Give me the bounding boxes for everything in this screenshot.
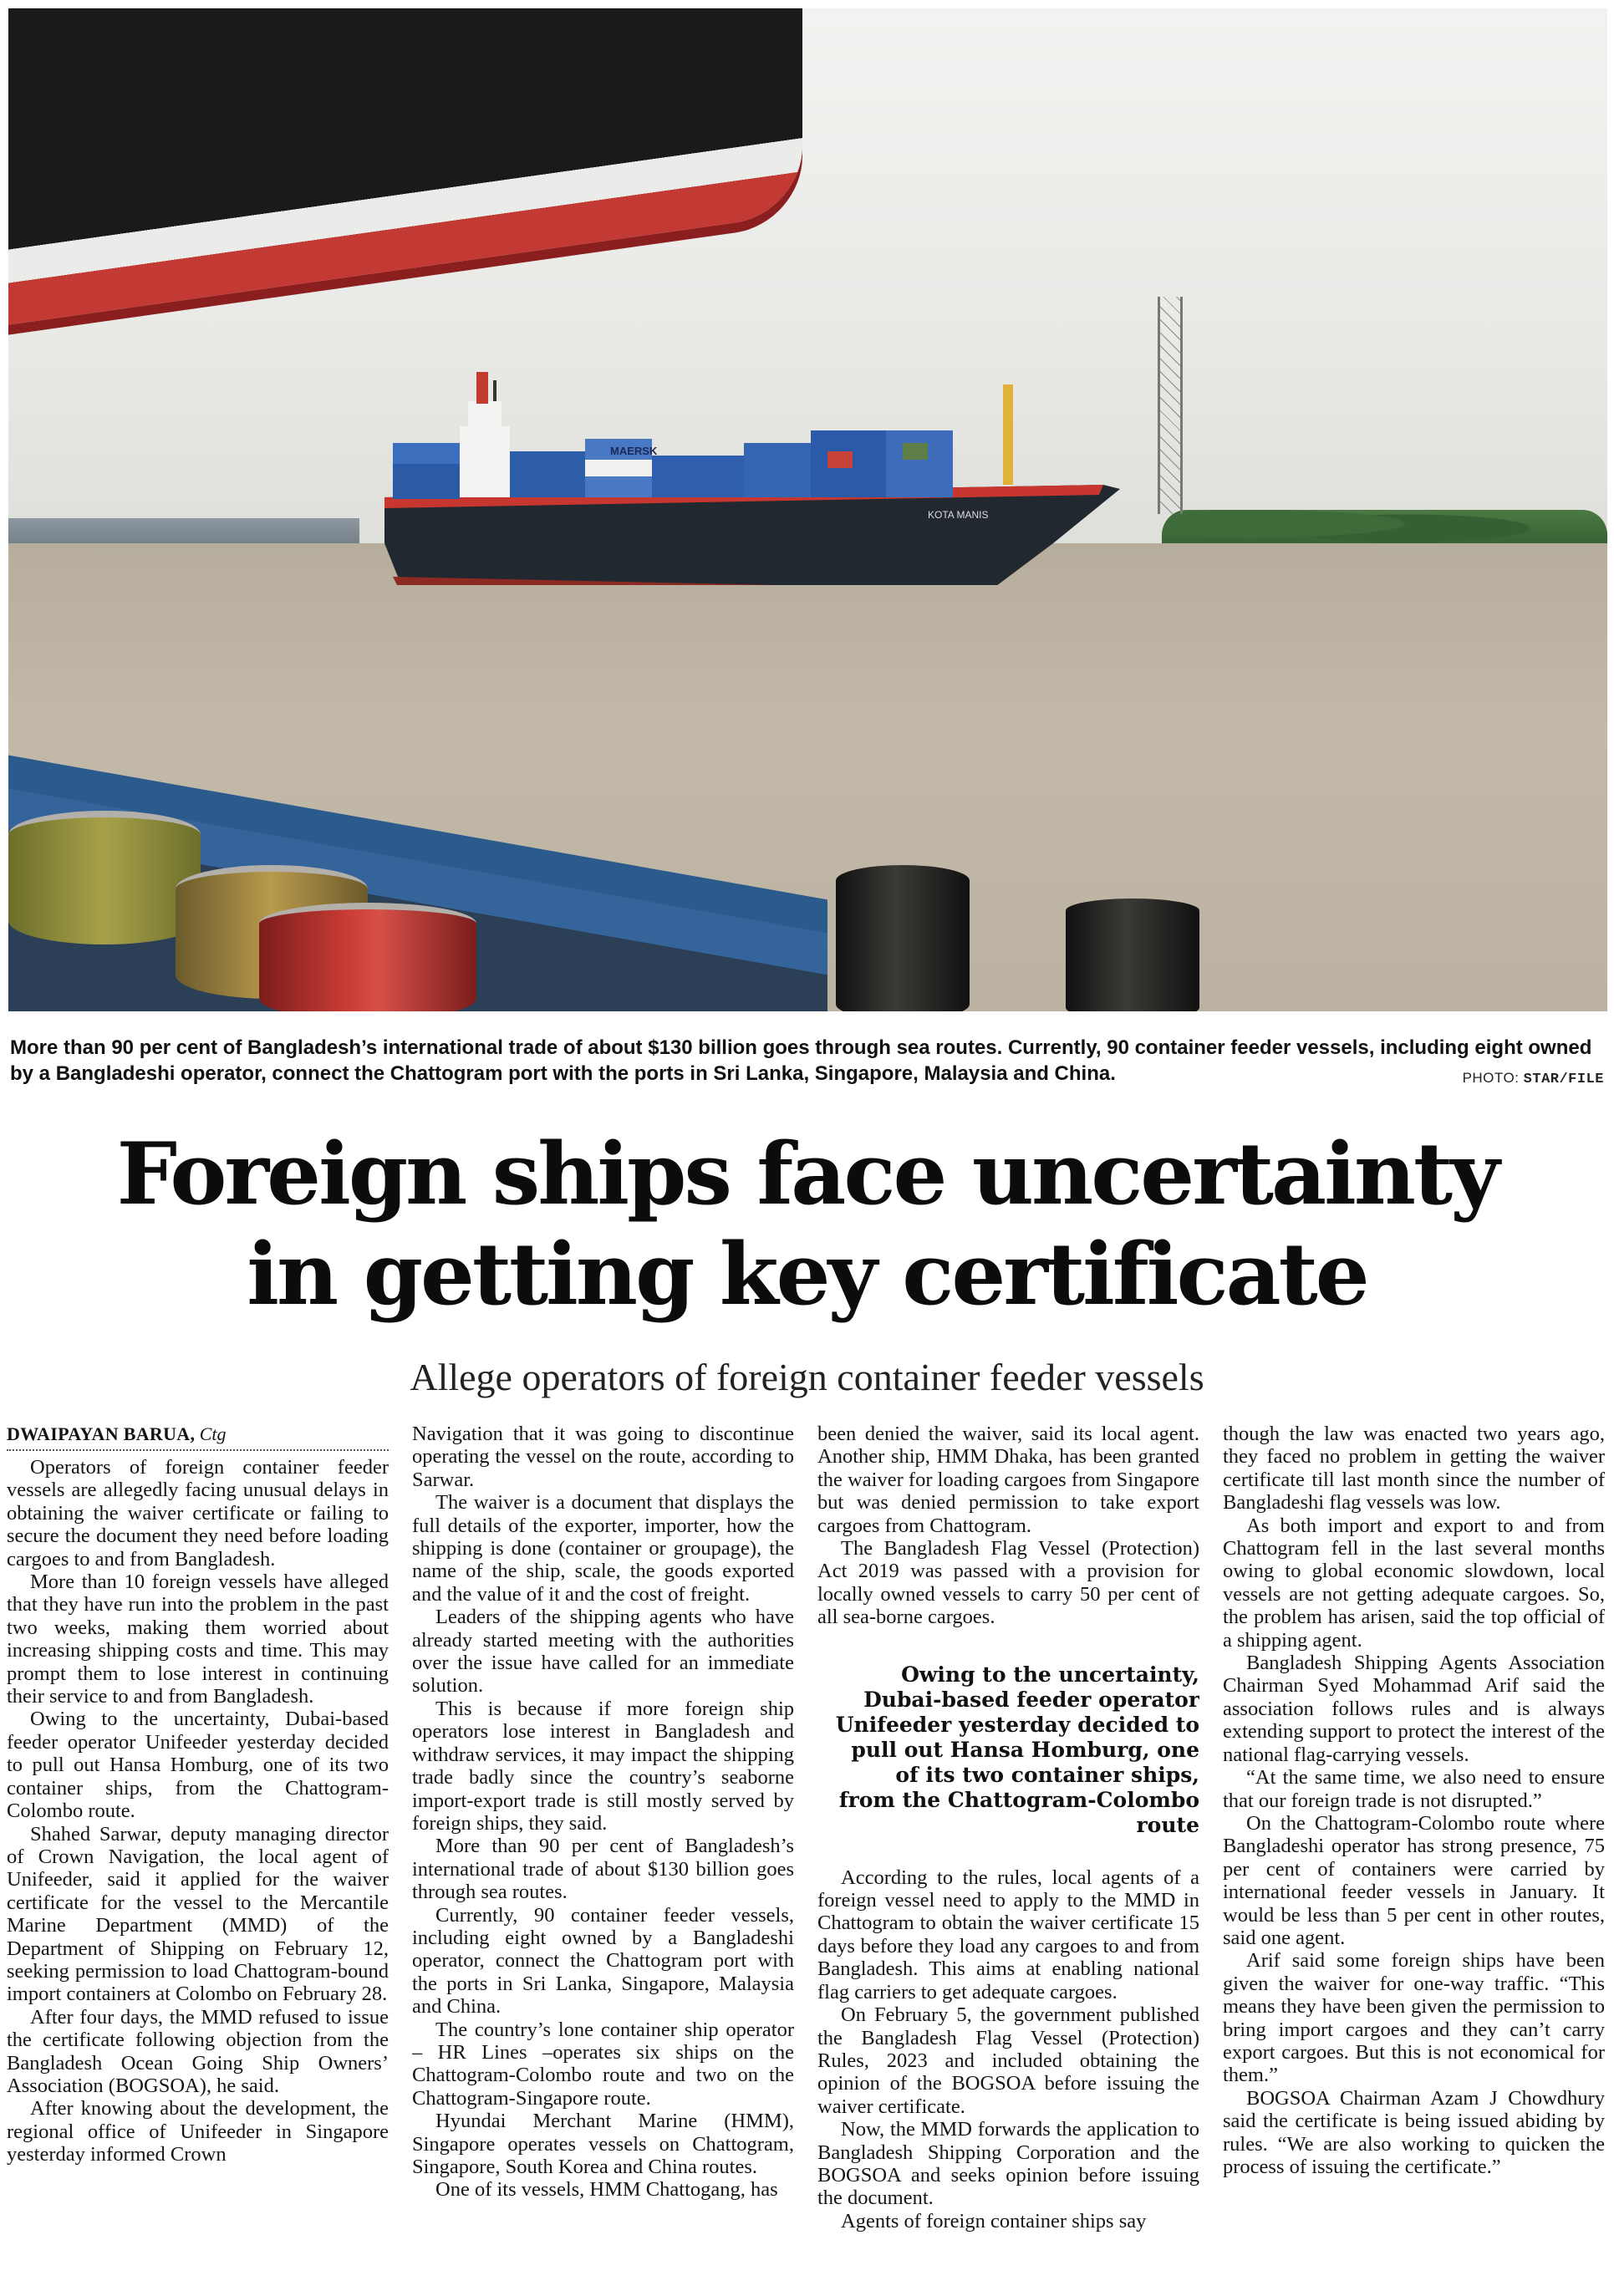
container-ship — [384, 351, 1137, 585]
oil-drum — [8, 811, 201, 944]
paragraph: Currently, 90 container feeder vessels, including eight owned by a Bangladeshi operator, connect the Chattogram port with the ports in Sri Lanka, Singapore, Malaysia and China. — [412, 1903, 794, 2019]
byline-location: Ctg — [199, 1423, 227, 1444]
paragraph: The waiver is a document that displays the full details of the exporter, importer, how the shipping is done (container or groupage), the name of the ship, scale, the goods exported and the value of it and the cost of freight. — [412, 1491, 794, 1606]
headline-line-1: Foreign ships face uncertainty — [116, 1124, 1498, 1224]
paragraph: Shahed Sarwar, deputy managing director of Crown Navigation, the local agent of Unifeeder, said it applied for the waiver certificate for the vessel to the Mercantile Marine Department (MMD) of the Department of Shipping on February 12, seeking permission to load Chattogram-bound import containers at Colombo on February 28. — [7, 1822, 389, 2006]
paragraph: After four days, the MMD refused to issue the certificate following objection from the Bangladesh Ocean Going Ship Owners’ Association (BOGSOA), he said. — [7, 2005, 389, 2097]
paragraph: On February 5, the government published the Bangladesh Flag Vessel (Protection) Rules, 2023 and included obtaining the opinion of the BOGSOA before issuing the waiver certificate. — [817, 2003, 1199, 2118]
photo-credit-source: STAR/FILE — [1523, 1072, 1604, 1087]
photo-caption: More than 90 per cent of Bangladesh’s international trade of about $130 billion goes through sea routes. Currently, 90 container feeder vessels, including eight owned by a Bangladeshi operator, connect the Chattogram port with the ports in Sri Lanka, Singapore, Malaysia and China. — [10, 1036, 1592, 1085]
paragraph: BOGSOA Chairman Azam J Chowdhury said the certificate is being issued abiding by rules. “We are also working to quicken the process of issuing the certificate.” — [1223, 2086, 1605, 2178]
paragraph: One of its vessels, HMM Chattogang, has — [435, 2178, 778, 2202]
paragraph: Hyundai Merchant Marine (HMM), Singapore operates vessels on Chattogram, Singapore, South Korea and China routes. — [412, 2110, 794, 2178]
paragraph: been denied the waiver, said its local agent. Another ship, HMM Dhaka, has been granted the waiver for loading cargoes from Singapore but was denied permission to take export cargoes from Chattogram. — [817, 1423, 1199, 1537]
mooring-bollard — [1066, 899, 1199, 1011]
headline-line-2: in getting key certificate — [247, 1224, 1367, 1325]
article-column-1 — [7, 1423, 389, 2292]
photo-credit — [1463, 1070, 1604, 1087]
paragraph: Leaders of the shipping agents who have already started meeting with the authorities over the issue have called for an immediate solution. — [412, 1606, 794, 1698]
headline — [0, 1124, 1614, 1325]
pull-quote: Owing to the uncertainty, Dubai-based feeder operator Unifeeder yesterday decided to pull out Hansa Homburg, one of its two container ships, from the Chattogram-Colombo route — [835, 1662, 1199, 1837]
ship-name-label: KOTA MANIS — [928, 509, 989, 521]
paragraph: Bangladesh Shipping Agents Association Chairman Syed Mohammad Arif said the association follows rules and is always extending support to protect the interest of the national flag-carrying vessels. — [1223, 1652, 1605, 1766]
paragraph: This is because if more foreign ship operators lose interest in Bangladesh and withdraw services, it may impact the shipping trade badly since the country’s seaborne import-export trade is still mostly served by foreign ships, they said. — [412, 1697, 794, 1835]
article-column-2 — [412, 1423, 794, 2292]
byline — [7, 1423, 389, 1451]
photo-power-pylon — [1158, 297, 1183, 514]
byline-author: DWAIPAYAN BARUA, — [7, 1423, 196, 1444]
paragraph: though the law was enacted two years ago, they faced no problem in getting the waiver certificate till last month since the number of Bangladeshi flag vessels was low. — [1223, 1423, 1605, 1515]
photo-credit-label: PHOTO: — [1462, 1070, 1520, 1086]
paragraph: Agents of foreign container ships say — [841, 2209, 1147, 2232]
paragraph: More than 90 per cent of Bangladesh’s international trade of about $130 billion goes through sea routes. — [412, 1835, 794, 1904]
paragraph: Owing to the uncertainty, Dubai-based feeder operator Unifeeder yesterday decided to pull out Hansa Homburg, one of its two container ships, from the Chattogram-Colombo route. — [7, 1708, 389, 1823]
paragraph: Operators of foreign container feeder vessels are allegedly facing unusual delays in obtaining the waiver certificate or failing to secure the document they need before loading cargoes to and from Bangladesh. — [7, 1456, 389, 1571]
article-column-3 — [817, 1423, 1199, 2292]
paragraph: More than 10 foreign vessels have alleged that they have run into the problem in the past two weeks, making them worried about increasing shipping costs and time. This may prompt them to lose interest in continuing their service to and from Bangladesh. — [7, 1571, 389, 1708]
oil-drum — [259, 903, 476, 1011]
cargo-ship-photo — [8, 8, 1607, 1011]
paragraph: According to the rules, local agents of a foreign vessel need to apply to the MMD in Chattogram to obtain the waiver certificate 15 days before they load any cargoes to and from Bangladesh. This aims at enabling national flag carriers to get adequate cargoes. — [817, 1866, 1199, 2003]
article-column-4 — [1223, 1423, 1605, 2292]
paragraph: The country’s lone container ship operator – HR Lines –operates six ships on the Chattogram-Colombo route and two on the Chattogram-Singapore route. — [412, 2018, 794, 2110]
paragraph: Arif said some foreign ships have been given the waiver for one-way traffic. “This means they have been given the permission to bring import cargoes and they can’t carry export cargoes. But this is not economical for them.” — [1223, 1949, 1605, 2087]
paragraph: The Bangladesh Flag Vessel (Protection) Act 2019 was passed with a provision for locally owned vessels to carry 50 per cent of all sea-borne cargoes. — [817, 1537, 1199, 1629]
subheadline: Allege operators of foreign container feeder vessels — [410, 1356, 1204, 1398]
paragraph: After knowing about the development, the regional office of Unifeeder in Singapore yesterday informed Crown — [7, 2097, 389, 2166]
paragraph: As both import and export to and from Chattogram fell in the last several months owing to global economic slowdown, local vessels are not getting adequate cargoes. So, the problem has arisen, said the top official of a shipping agent. — [1223, 1514, 1605, 1652]
paragraph: Now, the MMD forwards the application to Bangladesh Shipping Corporation and the BOGSOA and seeks opinion before issuing the document. — [817, 2118, 1199, 2210]
container-brand-label: MAERSK — [610, 445, 658, 457]
paragraph: “At the same time, we also need to ensure that our foreign trade is not disrupted.” — [1223, 1766, 1605, 1812]
paragraph: Navigation that it was going to discontinue operating the vessel on the route, according to Sarwar. — [412, 1423, 794, 1491]
mooring-bollard — [836, 865, 970, 1011]
paragraph: On the Chattogram-Colombo route where Bangladeshi operator has strong presence, 75 per cent of containers were carried by international feeder vessels in January. It would be less than 5 per cent in other routes, said one agent. — [1223, 1811, 1605, 1949]
